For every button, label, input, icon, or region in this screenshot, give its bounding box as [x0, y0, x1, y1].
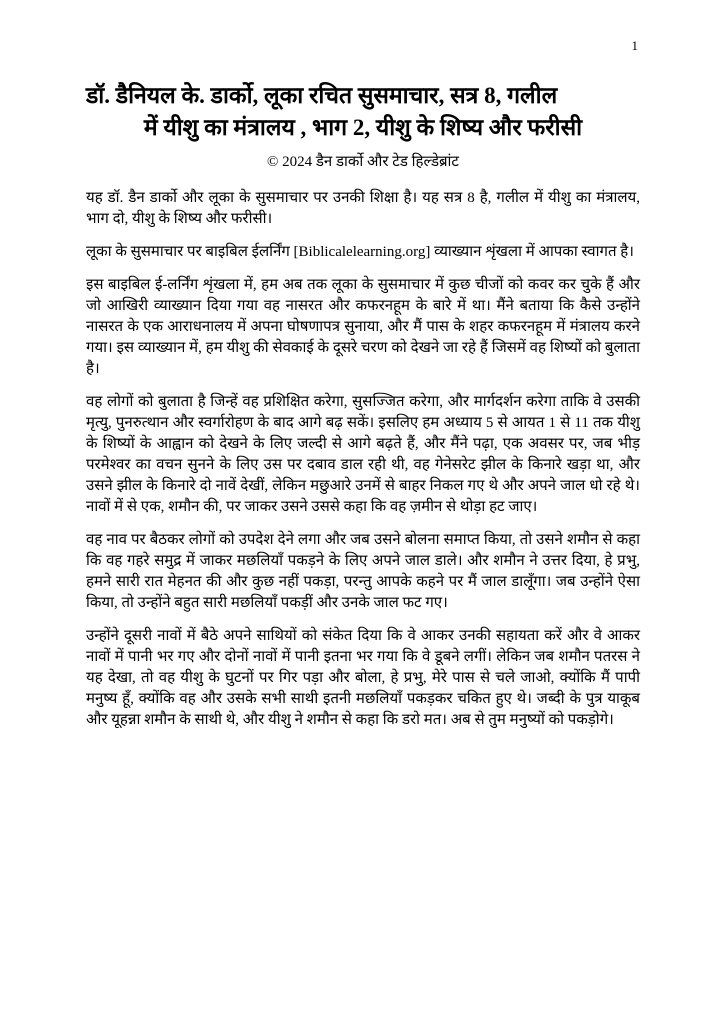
document-header: [86, 80, 640, 171]
paragraph-catch-of-fish: उन्होंने दूसरी नावों में बैठे अपने साथियों को संकेत दिया कि वे आकर उनकी सहायता करें और वे आकर नावों में पानी भर गए और दोनों नावों में पानी इतना भर गया कि वे डूबने लगीं। लेकिन जब शमौन पतरस ने यह देखा, तो वह यीशु के घुटनों पर गिर पड़ा और बोला, हे प्रभु, मेरे पास से चले जाओ, क्योंकि मैं पापी मनुष्य हूँ, क्योंकि वह और उसके सभी साथी इतनी मछलियाँ पकड़कर चकित हुए थे। जब्दी के पुत्र याकूब और यूहन्ना शमौन के साथी थे, और यीशु ने शमौन से कहा कि डरो मत। अब से तुम मनुष्यों को पकड़ोगे।: [86, 628, 640, 728]
document-body: [86, 188, 640, 731]
paragraph-recap: इस बाइबिल ई-लर्निंग शृंखला में, हम अब तक लूका के सुसमाचार में कुछ चीजों को कवर कर चुके हैं और जो आखिरी व्याख्यान दिया गया वह नासरत और कफरनहूम के बारे में था। मैंने बताया कि कैसे उन्होंने नासरत के एक आराधनालय में अपना घोषणापत्र सुनाया, और मैं पास के शहर कफरनहूम में मंत्रालय करने गया। इस व्याख्यान में, हम यीशु की सेवकाई के दूसरे चरण को देखने जा रहे हैं जिसमें वह शिष्यों को बुलाता है।: [86, 277, 640, 377]
document-title-line-1: डॉ. डैनियल के. डार्को, लूका रचित सुसमाचार, सत्र 8, गलील: [86, 83, 558, 108]
copyright-line: © 2024 डैन डार्को और टेड हिल्डेब्रांट: [266, 154, 459, 170]
page-number: 1: [631, 38, 638, 53]
paragraph-calling-disciples: वह लोगों को बुलाता है जिन्हें वह प्रशिक्षित करेगा, सुसज्जित करेगा, और मार्गदर्शन करेगा ताकि वे उसकी मृत्यु, पुनरुत्थान और स्वर्गारोहण के बाद आगे बढ़ सकें। इसलिए हम अध्याय 5 से आयत 1 से 11 तक यीशु के शिष्यों के आह्वान को देखने के लिए जल्दी से आगे बढ़ते हैं, और मैंने पढ़ा, एक अवसर पर, जब भीड़ परमेश्वर का वचन सुनने के लिए उस पर दबाव डाल रही थी, वह गेनेसरेट झील के किनारे खड़ा था, और उसने झील के किनारे दो नावें देखीं, लेकिन मछुआरे उनमें से बाहर निकल गए थे और अपने जाल धो रहे थे। नावों में से एक, शमौन की, पर जाकर उसने उससे कहा कि वह ज़मीन से थोड़ा हट जाए।: [86, 394, 640, 515]
document-title-line-2: में यीशु का मंत्रालय , भाग 2, यीशु के शिष्य और फरीसी: [143, 115, 583, 140]
document-title: [86, 80, 640, 144]
paragraph-boat-teaching: वह नाव पर बैठकर लोगों को उपदेश देने लगा और जब उसने बोलना समाप्त किया, तो उसने शमौन से कहा कि वह गहरे समुद्र में जाकर मछलियाँ पकड़ने के लिए अपने जाल डाले। और शमौन ने उत्तर दिया, हे प्रभु, हमने सारी रात मेहनत की और कुछ नहीं पकड़ा, परन्तु आपके कहने पर मैं जाल डालूँगा। जब उन्होंने ऐसा किया, तो उन्होंने बहुत सारी मछलियाँ पकड़ीं और उनके जाल फट गए।: [86, 532, 640, 611]
paragraph-welcome: लूका के सुसमाचार पर बाइबिल ईलर्निंग [Biblicalelearning.org] व्याख्यान शृंखला में आपका स्वागत है।: [86, 244, 634, 260]
paragraph-intro: यह डॉ. डैन डार्को और लूका के सुसमाचार पर उनकी शिक्षा है। यह सत्र 8 है, गलील में यीशु का मंत्रालय, भाग दो, यीशु के शिष्य और फरीसी।: [86, 190, 640, 227]
